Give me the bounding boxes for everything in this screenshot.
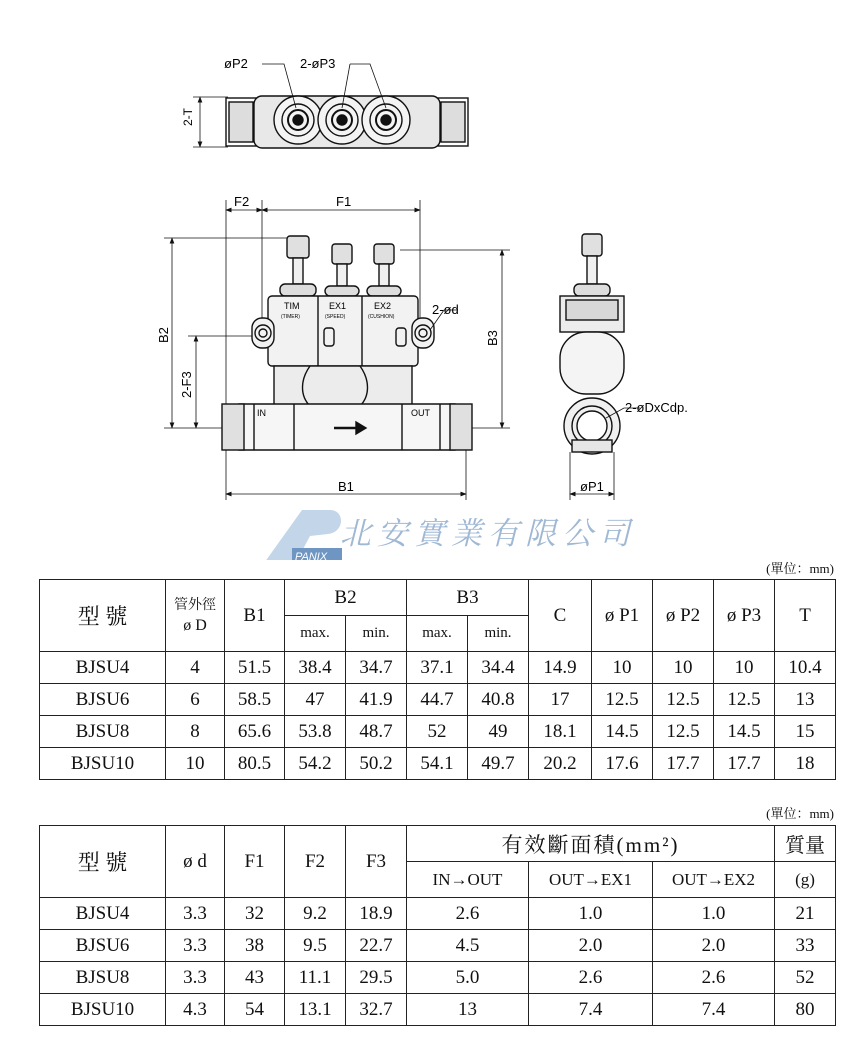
value-cell: 7.4: [529, 994, 653, 1026]
value-cell: 14.9: [529, 652, 592, 684]
value-cell: 17.6: [592, 748, 653, 780]
value-cell: 18: [775, 748, 836, 780]
label-b3: B3: [485, 330, 500, 346]
header-tube-od: [166, 580, 225, 652]
label-p2: øP2: [224, 56, 248, 71]
model-cell: BJSU4: [40, 652, 166, 684]
header-c: C: [529, 580, 592, 652]
value-cell: 80: [775, 994, 836, 1026]
value-cell: 18.9: [346, 898, 407, 930]
value-cell: 43: [225, 962, 285, 994]
top-view-knob-1: [274, 96, 322, 144]
value-cell: 4.5: [407, 930, 529, 962]
header-p1: ø P1: [592, 580, 653, 652]
label-b1: B1: [338, 479, 354, 494]
value-cell: 13: [775, 684, 836, 716]
label-t: 2-T: [181, 108, 195, 126]
unit-label-1: (單位：mm): [766, 561, 834, 576]
label-f2: F2: [234, 194, 250, 209]
value-cell: 34.4: [468, 652, 529, 684]
value-cell: 7.4: [653, 994, 775, 1026]
value-cell: 3.3: [166, 898, 225, 930]
value-cell: 17.7: [653, 748, 714, 780]
value-cell: 3.3: [166, 930, 225, 962]
header-mass-unit: (g): [775, 862, 836, 898]
value-cell: 3.3: [166, 962, 225, 994]
header-tube-od-label: 管外徑: [174, 597, 216, 613]
model-cell: BJSU4: [40, 898, 166, 930]
label-f1: F1: [336, 194, 352, 209]
value-cell: 6: [166, 684, 225, 716]
value-cell: 58.5: [225, 684, 285, 716]
table-row: [40, 716, 836, 748]
label-d-hole: 2-ød: [432, 302, 459, 317]
flow-table: [39, 825, 836, 1026]
value-cell: 22.7: [346, 930, 407, 962]
table-row: [40, 748, 836, 780]
label-ex1-sub: (SPEED): [325, 314, 346, 320]
value-cell: 48.7: [346, 716, 407, 748]
dimension-table: [39, 579, 836, 780]
value-cell: 52: [407, 716, 468, 748]
header-b3: B3: [407, 580, 529, 616]
value-cell: 18.1: [529, 716, 592, 748]
header-model: 型 號: [40, 580, 166, 652]
value-cell: 34.7: [346, 652, 407, 684]
flow-table-body: [40, 898, 836, 1026]
value-cell: 12.5: [592, 684, 653, 716]
value-cell: 10: [653, 652, 714, 684]
header-f1: F1: [225, 826, 285, 898]
table-row: [40, 994, 836, 1026]
model-cell: BJSU10: [40, 994, 166, 1026]
value-cell: 9.5: [285, 930, 346, 962]
panix-logo: [262, 510, 342, 560]
top-view: [193, 64, 468, 148]
value-cell: 32.7: [346, 994, 407, 1026]
value-cell: 10: [166, 748, 225, 780]
value-cell: 29.5: [346, 962, 407, 994]
label-f3: 2-F3: [179, 371, 194, 398]
value-cell: 4.3: [166, 994, 225, 1026]
value-cell: 54: [225, 994, 285, 1026]
value-cell: 52: [775, 962, 836, 994]
header-mass: 質量: [775, 826, 836, 862]
value-cell: 4: [166, 652, 225, 684]
value-cell: 10.4: [775, 652, 836, 684]
value-cell: 80.5: [225, 748, 285, 780]
value-cell: 37.1: [407, 652, 468, 684]
value-cell: 65.6: [225, 716, 285, 748]
value-cell: 20.2: [529, 748, 592, 780]
value-cell: 12.5: [714, 684, 775, 716]
value-cell: 54.1: [407, 748, 468, 780]
value-cell: 50.2: [346, 748, 407, 780]
label-b2: B2: [156, 327, 171, 343]
value-cell: 10: [714, 652, 775, 684]
value-cell: 53.8: [285, 716, 346, 748]
value-cell: 38: [225, 930, 285, 962]
label-tim-sub: (TIMER): [281, 314, 300, 320]
value-cell: 2.0: [653, 930, 775, 962]
value-cell: 13: [407, 994, 529, 1026]
value-cell: 33: [775, 930, 836, 962]
front-view: [164, 200, 510, 500]
label-p1: øP1: [580, 479, 604, 494]
value-cell: 14.5: [714, 716, 775, 748]
header-t: T: [775, 580, 836, 652]
value-cell: 49: [468, 716, 529, 748]
header-b1: B1: [225, 580, 285, 652]
label-p3: 2-øP3: [300, 56, 336, 71]
label-dxcdp: 2-øDxCdp.: [625, 400, 688, 415]
value-cell: 1.0: [653, 898, 775, 930]
top-view-knob-3: [362, 96, 410, 144]
value-cell: 2.6: [653, 962, 775, 994]
value-cell: 40.8: [468, 684, 529, 716]
header-f2: F2: [285, 826, 346, 898]
model-cell: BJSU8: [40, 962, 166, 994]
label-ex2: EX2: [374, 301, 392, 311]
value-cell: 41.9: [346, 684, 407, 716]
table-row: [40, 898, 836, 930]
value-cell: 10: [592, 652, 653, 684]
header-out-ex1: OUT→EX1: [529, 862, 653, 898]
side-view: [560, 234, 640, 500]
value-cell: 14.5: [592, 716, 653, 748]
value-cell: 15: [775, 716, 836, 748]
header-tube-od-sub: ø D: [183, 616, 207, 634]
header-b2-min: min.: [346, 616, 407, 652]
top-view-knob-2: [318, 96, 366, 144]
company-watermark: 北安實業有限公司: [340, 516, 636, 552]
label-out: OUT: [411, 408, 430, 418]
label-ex1: EX1: [329, 301, 347, 311]
label-in: IN: [257, 408, 266, 418]
header-d: ø d: [166, 826, 225, 898]
model-cell: BJSU6: [40, 684, 166, 716]
value-cell: 17: [529, 684, 592, 716]
header-out-ex2: OUT→EX2: [653, 862, 775, 898]
header-f3: F3: [346, 826, 407, 898]
model-cell: BJSU8: [40, 716, 166, 748]
value-cell: 32: [225, 898, 285, 930]
header-effective-area: 有效斷面積(mm²): [407, 826, 775, 862]
value-cell: 17.7: [714, 748, 775, 780]
table-row: [40, 930, 836, 962]
value-cell: 5.0: [407, 962, 529, 994]
header-b3-min: min.: [468, 616, 529, 652]
value-cell: 2.6: [529, 962, 653, 994]
value-cell: 54.2: [285, 748, 346, 780]
unit-label-2: (單位：mm): [766, 806, 834, 821]
header-p3: ø P3: [714, 580, 775, 652]
value-cell: 8: [166, 716, 225, 748]
value-cell: 44.7: [407, 684, 468, 716]
value-cell: 11.1: [285, 962, 346, 994]
value-cell: 12.5: [653, 684, 714, 716]
table-row: [40, 684, 836, 716]
value-cell: 2.0: [529, 930, 653, 962]
table-row: [40, 962, 836, 994]
header-b2-max: max.: [285, 616, 346, 652]
value-cell: 12.5: [653, 716, 714, 748]
value-cell: 38.4: [285, 652, 346, 684]
value-cell: 1.0: [529, 898, 653, 930]
label-ex2-sub: (CUSHION): [368, 314, 395, 320]
value-cell: 51.5: [225, 652, 285, 684]
header-b3-max: max.: [407, 616, 468, 652]
panix-brand: PANIX: [295, 551, 328, 560]
header-model: 型 號: [40, 826, 166, 898]
header-p2: ø P2: [653, 580, 714, 652]
value-cell: 13.1: [285, 994, 346, 1026]
dimension-table-body: [40, 652, 836, 780]
model-cell: BJSU10: [40, 748, 166, 780]
label-tim: TIM: [284, 301, 300, 311]
model-cell: BJSU6: [40, 930, 166, 962]
value-cell: 49.7: [468, 748, 529, 780]
table-row: [40, 652, 836, 684]
value-cell: 47: [285, 684, 346, 716]
value-cell: 2.6: [407, 898, 529, 930]
header-b2: B2: [285, 580, 407, 616]
value-cell: 9.2: [285, 898, 346, 930]
header-in-out: IN→OUT: [407, 862, 529, 898]
value-cell: 21: [775, 898, 836, 930]
